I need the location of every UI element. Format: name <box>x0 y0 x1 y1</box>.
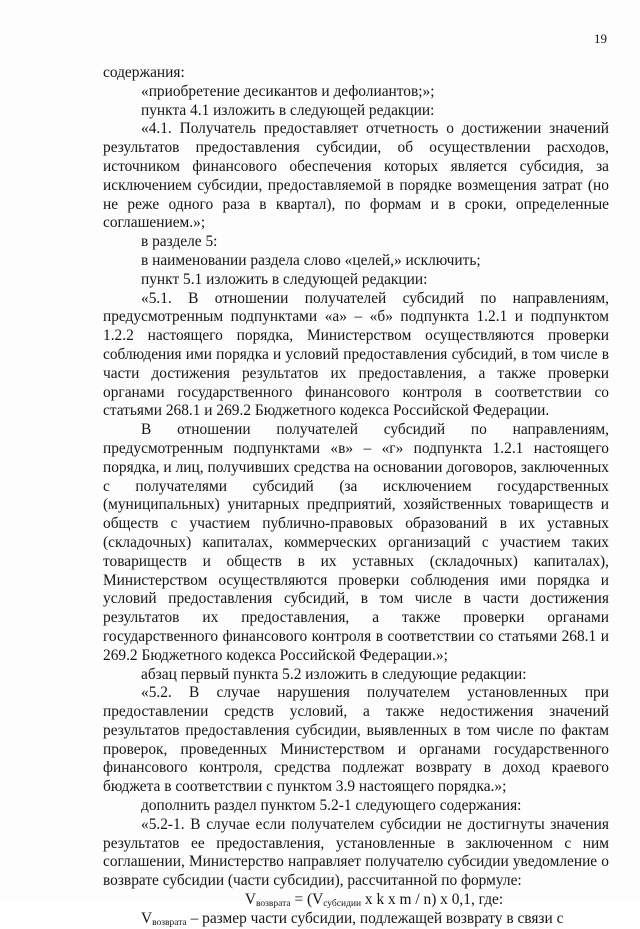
paragraph: дополнить раздел пунктом 5.2-1 следующего содержания: <box>141 797 522 815</box>
formula-rest: x k x m / n) x 0,1, где: <box>361 891 504 909</box>
paragraph: «5.1. В отношении получателей субсидий по направлениям, предусмотренным подпунктами «а» – «б» подпункта 1.2.1 и подпунктом 1.2.2 настоящего порядка, Министерством осуществляются проверки соблюдения ими порядка и условий предоставления субсидий, в том числе в части достижения результатов их предоставления, а также проверки органами государственного финансового контроля в соответствии со статьями 268.1 и 269.2 Бюджетного кодекса Российской Федерации. <box>103 289 609 420</box>
paragraph: «5.2-1. В случае если получателем субсидии не достигнуты значения результатов ее предоставления, установленные в заключенном с ним соглашении, Министерство направляет получателю субсидии уведомление о возврате субсидии (части субсидии), рассчитанной по формуле: <box>103 815 609 890</box>
formula-lhs: V <box>244 891 256 909</box>
paragraph: содержания: <box>103 64 185 81</box>
paragraph: «5.2. В случае нарушения получателем установленных при предоставлении средств условий, а также недостижения значений результатов предоставления субсидии, выявленных в том числе по фактам проверок, проведенных Министерством и органами государственного финансового контроля, средства подлежат возврату в доход краевого бюджета в соответствии с пунктом 3.9 настоящего порядка.»; <box>103 684 609 796</box>
paragraph: В отношении получателей субсидий по направлениям, предусмотренным подпунктами «в» – «г» подпункта 1.2.1 настоящего порядка, и лиц, получивших средства на основании договоров, заключенных с получателями субсидий (за исключением государственных (муниципальных) унитарных предприятий, хозяйственных товариществ и обществ с участием публично-правовых образований в их уставных (складочных) капиталах, коммерческих организаций с участием таких товариществ и обществ в их уставных (складочных) капиталах), Министерством осуществляются проверки соблюдения ими порядка и условий предоставления субсидий, в том числе в части достижения результатов их предоставления, а также проверки органами государственного финансового контроля в соответствии со статьями 268.1 и 269.2 Бюджетного кодекса Российской Федерации.»; <box>103 421 609 664</box>
formula-eq-open: = (V <box>290 891 324 909</box>
formula-inner-subscript: субсидии <box>323 899 362 910</box>
definition-line <box>103 910 609 929</box>
document-body <box>103 64 609 929</box>
formula <box>103 891 609 910</box>
paragraph: в наименовании раздела слово «целей,» исключить; <box>141 251 481 269</box>
formula-lhs-subscript: возврата <box>255 899 291 910</box>
page-number: 19 <box>594 31 607 46</box>
paragraph: «приобретение десикантов и дефолиантов;»; <box>141 82 435 100</box>
paragraph: пункта 4.1 изложить в следующей редакции: <box>141 101 435 119</box>
definition-symbol: V <box>141 909 153 927</box>
paragraph: «4.1. Получатель предоставляет отчетность о достижении значений результатов предоставления субсидии, об осуществлении расходов, источником финансового обеспечения которых является субсидия, за исключением субсидии, предоставляемой в порядке возмещения затрат (но не реже одного раза в квартал), по формам и в сроки, определенные соглашением.»; <box>103 120 609 232</box>
paragraph: пункт 5.1 изложить в следующей редакции: <box>141 270 428 288</box>
definition-text: – размер части субсидии, подлежащей возврату в связи с <box>186 909 564 927</box>
paragraph: в разделе 5: <box>141 233 218 251</box>
paragraph: абзац первый пункта 5.2 изложить в следующие редакции: <box>141 665 527 683</box>
definition-symbol-subscript: возврата <box>152 917 187 928</box>
